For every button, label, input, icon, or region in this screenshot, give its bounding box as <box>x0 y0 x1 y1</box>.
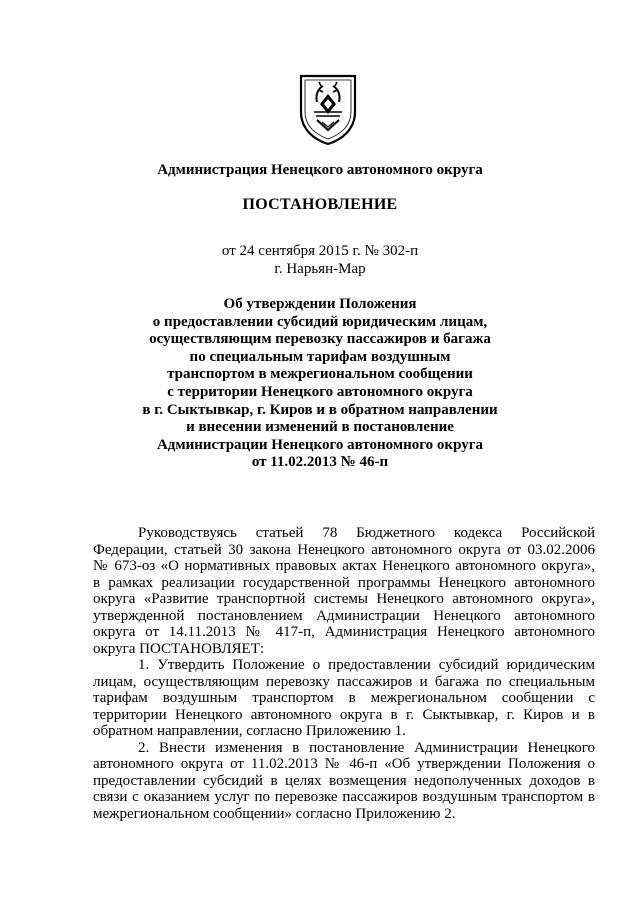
body-line: 2. Внести изменения в постановление Администрации Ненецкого <box>138 739 595 756</box>
paragraph-item-1 <box>93 657 595 740</box>
title-line: в г. Сыктывкар, г. Киров и в обратном направлении <box>142 401 498 418</box>
body-line: лицам, осуществляющим перевозку пассажиров и багажа по специальным <box>93 673 595 690</box>
body-line: межрегиональном сообщении» согласно Приложению 2. <box>93 805 456 822</box>
coat-of-arms-emblem <box>297 72 359 146</box>
paragraph-item-2 <box>93 740 595 823</box>
title-line: осуществляющим перевозку пассажиров и багажа <box>149 331 491 348</box>
body-line: утвержденной постановлением Администрации Ненецкого автономного <box>93 607 595 624</box>
body-line: 1. Утвердить Положение о предоставлении субсидий юридическим <box>138 657 595 673</box>
document-title <box>0 296 640 472</box>
document-body <box>93 525 595 822</box>
body-line: территории Ненецкого автономного округа в г. Сыктывкар, г. Киров и в <box>93 706 595 723</box>
body-line: тарифам воздушным транспортом в межрегиональном сообщении с <box>93 690 595 706</box>
title-line: Об утверждении Положения <box>223 296 417 312</box>
date-and-place <box>0 242 640 278</box>
title-line: Администрации Ненецкого автономного округа <box>156 436 484 453</box>
paragraph-preamble <box>93 525 595 657</box>
title-line: о предоставлении субсидий юридическим лицам, <box>152 313 488 330</box>
city: г. Нарьян-Мар <box>274 261 366 277</box>
document-type-heading: ПОСТАНОВЛЕНИЕ <box>242 196 398 213</box>
body-line: предоставлении субсидий в целях возмещения недополученных доходов в <box>93 772 595 789</box>
organization-heading: Администрация Ненецкого автономного округа <box>157 162 483 178</box>
body-line: в рамках реализации государственной программы Ненецкого автономного <box>93 574 595 591</box>
title-line: по специальным тарифам воздушным <box>189 348 451 365</box>
title-line: от 11.02.2013 № 46-п <box>251 454 389 471</box>
body-line: округа от 14.11.2013 № 417-п, Администрация Ненецкого автономного <box>93 624 595 640</box>
body-line: округа ПОСТАНОВЛЯЕТ: <box>93 640 265 657</box>
body-line: связи с оказанием услуг по перевозке пассажиров воздушным транспортом в <box>93 789 595 805</box>
title-line: с территории Ненецкого автономного округа <box>167 383 473 400</box>
body-line: № 673-оз «О нормативных правовых актах Ненецкого автономного округа», <box>93 558 595 574</box>
date-number: от 24 сентября 2015 г. № 302-п <box>221 243 419 259</box>
title-line: и внесении изменений в постановление <box>186 419 454 436</box>
body-line: Руководствуясь статьей 78 Бюджетного кодекса Российской <box>138 525 595 541</box>
body-line: округа «Развитие транспортной системы Ненецкого автономного округа», <box>93 591 595 607</box>
body-line: Федерации, статьей 30 закона Ненецкого автономного округа от 03.02.2006 <box>93 541 595 558</box>
body-line: обратном направлении, согласно Приложению 1. <box>93 723 406 739</box>
body-line: автономного округа от 11.02.2013 № 46-п «Об утверждении Положения о <box>93 756 595 772</box>
title-line: транспортом в межрегиональном сообщении <box>167 366 473 383</box>
